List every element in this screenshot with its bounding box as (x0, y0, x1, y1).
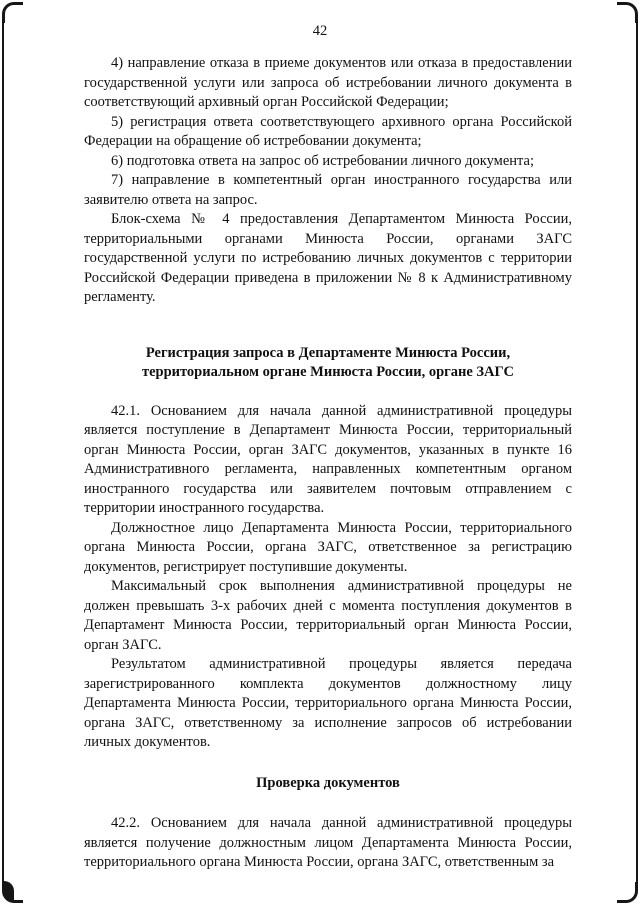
list-item-5: 5) регистрация ответа соответствующего архивного органа Российской Федерации на обращение об истребовании документа; (84, 113, 572, 149)
scan-corner-mark-top-right (617, 2, 638, 23)
paragraph-block-scheme: Блок-схема № 4 предоставления Департаментом Минюста России, территориальными органами Минюста России, органами ЗАГС государственной услуги по истребованию личных документов с территории Российской Федерации приведена в приложении № 8 к Административному регламенту. (84, 211, 572, 305)
list-item-6: 6) подготовка ответа на запрос об истребовании личного документа; (111, 152, 534, 169)
paragraph-42-2: 42.2. Основанием для начала данной административной процедуры является получение должностным лицом Департамента Минюста России, территориального органа Минюста России, органа ЗАГС, ответственным за (84, 815, 572, 870)
paragraph-max-term: Максимальный срок выполнения административной процедуры не должен превышать 3-х рабочих дней с момента поступления документов в Департамент Минюста России, территориальный орган Минюста России, орган ЗАГС. (84, 578, 572, 653)
scan-left-edge-line (2, 16, 4, 889)
list-item-7: 7) направление в компетентный орган иностранного государства или заявителю ответа на запрос. (84, 172, 572, 208)
section-heading-document-check: Проверка документов (256, 774, 400, 791)
paragraph-procedure-result: Результатом административной процедуры является передача зарегистрированного комплекта документов должностному лицу Департамента Минюста России, территориального органа Минюста России, органа ЗАГС, ответственному за исполнение запросов об истребовании личных документов. (84, 656, 572, 750)
document-body (84, 54, 572, 873)
section-heading-registration: Регистрация запроса в Департаменте Минюста России, территориальном органе Минюста России, органе ЗАГС (141, 344, 515, 380)
scan-right-edge-line (636, 16, 638, 889)
scan-corner-mark-bottom-right (617, 882, 638, 903)
paragraph-official-duty: Должностное лицо Департамента Минюста России, территориального органа Минюста России, органа ЗАГС, ответственное за регистрацию документов, регистрирует поступившие документы. (84, 519, 572, 575)
list-item-4: 4) направление отказа в приеме документов или отказа в предоставлении государственной услуги или запроса об истребовании личного документа в соответствующий архивный орган Российской Федерации; (84, 55, 572, 110)
paragraph-42-1: 42.1. Основанием для начала данной административной процедуры является поступление в Департамент Минюста России, территориальный орган Минюста России, орган ЗАГС документов, указанных в пункте 16 Административного регламента, направленных компетентным органом иностранного государства или заявителем почтовым отправлением с территории иностранного государства. (84, 402, 572, 516)
page-number: 42 (312, 23, 328, 39)
scan-corner-mark-top-left (2, 2, 23, 23)
